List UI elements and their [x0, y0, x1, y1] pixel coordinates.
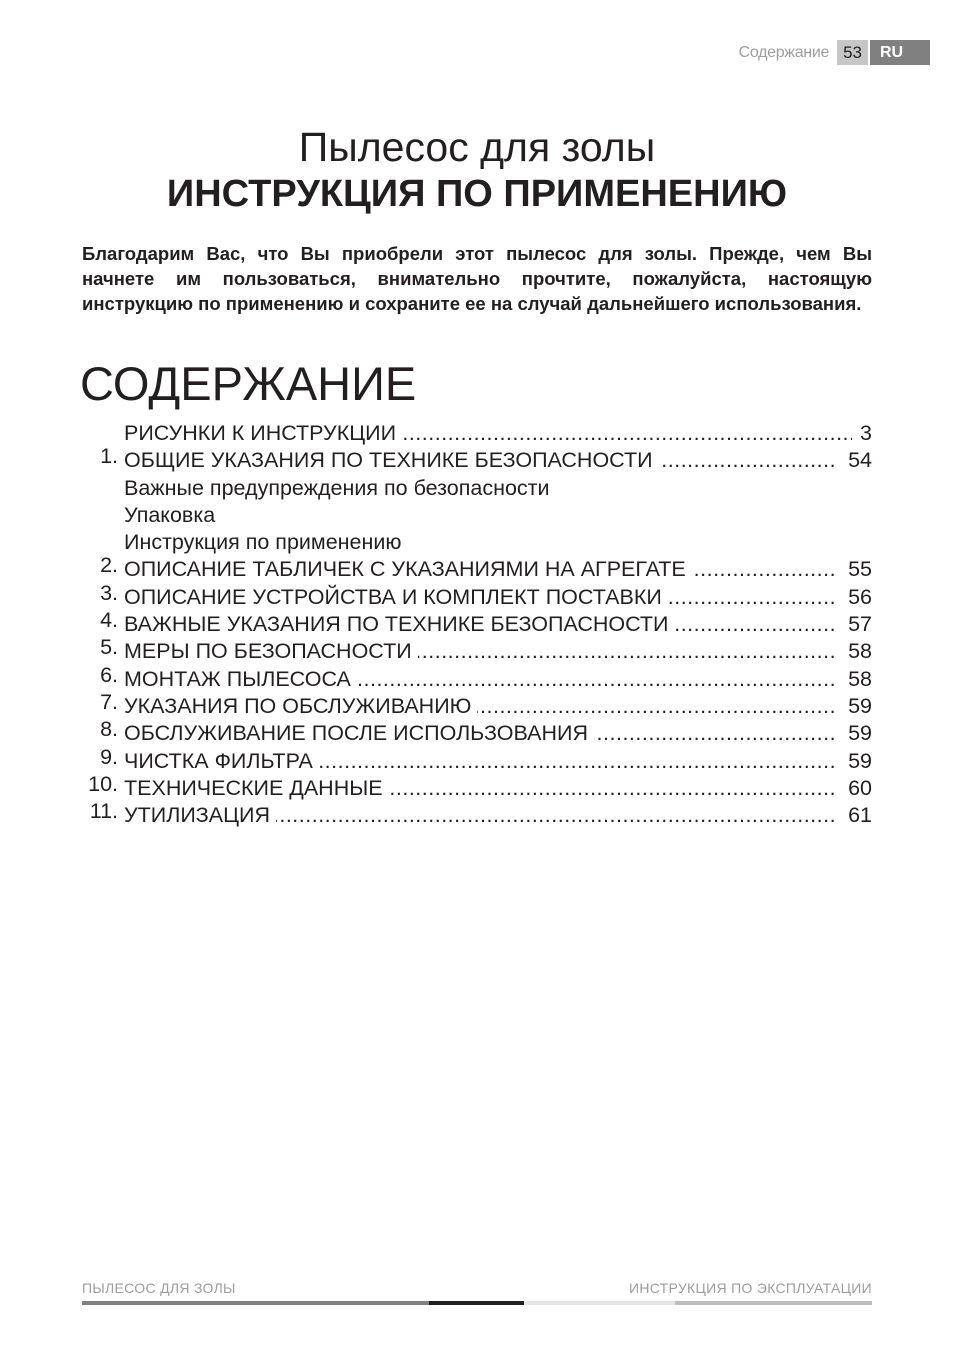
toc-entry-number: 2.	[100, 553, 118, 578]
footer-document-type: ИНСТРУКЦИЯ ПО ЭКСПЛУАТАЦИИ	[628, 1280, 872, 1296]
toc-entry-number: 1.	[100, 444, 118, 469]
footer-rule-segment	[429, 1301, 524, 1305]
toc-entry	[82, 420, 872, 447]
toc-entry-title: ОБЩИЕ УКАЗАНИЯ ПО ТЕХНИКЕ БЕЗОПАСНОСТИ	[124, 448, 659, 472]
toc-entry-number: 8.	[100, 717, 118, 742]
toc-entry-page: 58	[848, 639, 872, 664]
toc-entry-title: Инструкция по применению	[124, 530, 408, 554]
toc-entry-title: ОБСЛУЖИВАНИЕ ПОСЛЕ ИСПОЛЬЗОВАНИЯ	[124, 721, 594, 745]
toc-entry-title: Важные предупреждения по безопасности	[124, 476, 556, 500]
toc-entry	[82, 608, 872, 638]
footer-rule-segment	[675, 1301, 872, 1305]
toc-entry-title-wrap	[124, 556, 692, 583]
document-title: Пылесос для золы	[298, 124, 656, 170]
toc-entry	[82, 689, 872, 720]
page-number-badge: 53	[837, 40, 868, 65]
toc-entry-title: ТЕХНИЧЕСКИЕ ДАННЫЕ	[124, 776, 389, 800]
toc-entry-title: МОНТАЖ ПЫЛЕСОСА	[124, 667, 357, 691]
footer-rule-segment	[524, 1301, 675, 1305]
toc-entry-number: 6.	[100, 662, 118, 687]
header-section-label: Содержание	[738, 44, 830, 61]
toc-entry-page: 3	[860, 421, 872, 445]
toc-entry-title-wrap	[124, 775, 389, 802]
toc-entry-page: 56	[848, 584, 872, 609]
toc-entry	[82, 475, 872, 502]
toc-entry-title-wrap	[124, 802, 276, 829]
toc-entry-page: 59	[848, 721, 872, 746]
contents-heading: СОДЕРЖАНИЕ	[80, 357, 417, 410]
document-subtitle: ИНСТРУКЦИЯ ПО ПРИМЕНЕНИЮ	[166, 173, 788, 215]
toc-entry	[82, 502, 872, 529]
toc-entry-title: ОПИСАНИЕ УСТРОЙСТВА И КОМПЛЕКТ ПОСТАВКИ	[124, 585, 668, 609]
toc-entry-page: 58	[848, 666, 872, 691]
toc-entry-title: ОПИСАНИЕ ТАБЛИЧЕК С УКАЗАНИЯМИ НА АГРЕГАТЕ	[124, 557, 692, 581]
toc-entry	[82, 444, 872, 474]
toc-entry-title-wrap	[124, 693, 477, 720]
toc-entry-title: УТИЛИЗАЦИЯ	[124, 803, 276, 827]
toc-entry-title-wrap	[124, 502, 221, 529]
toc-entry-number: 9.	[100, 744, 118, 769]
toc-entry-title-wrap	[124, 584, 668, 611]
toc-entry-number: 10.	[88, 771, 118, 796]
toc-entry	[82, 799, 872, 829]
toc-entry-title: ЧИСТКА ФИЛЬТРА	[124, 749, 319, 773]
toc-entry-title-wrap	[124, 529, 408, 556]
toc-entry	[82, 529, 872, 556]
toc-entry-title: УКАЗАНИЯ ПО ОБСЛУЖИВАНИЮ	[124, 694, 477, 718]
intro-paragraph: Благодарим Вас, что Вы приобрели этот пылесос для золы. Прежде, чем Вы начнете им пользоваться, внимательно прочтите, пожалуйста, настоящую инструкцию по применению и сохраните ее на случай дальнейшего использования.	[82, 243, 872, 314]
toc-entry-title: МЕРЫ ПО БЕЗОПАСНОСТИ	[124, 639, 418, 663]
toc-entry-page: 59	[848, 693, 872, 718]
toc-entry-title-wrap	[124, 447, 659, 474]
toc-entry	[82, 635, 872, 665]
toc-entry-page: 55	[848, 557, 872, 582]
toc-entry-number: 7.	[100, 689, 118, 714]
page-header	[739, 40, 930, 65]
toc-entry-page: 57	[848, 612, 872, 637]
toc-entry-title: ВАЖНЫЕ УКАЗАНИЯ ПО ТЕХНИКЕ БЕЗОПАСНОСТИ	[124, 612, 675, 636]
toc-entry	[82, 717, 872, 747]
toc-entry-number: 3.	[100, 580, 118, 605]
toc-entry-number: 4.	[100, 608, 118, 633]
toc-entry-page: 59	[848, 748, 872, 773]
toc-entry-title-wrap	[124, 611, 675, 638]
toc-entry-page: 60	[848, 775, 872, 800]
toc-entry-page: 54	[848, 448, 872, 473]
toc-entry-title: Упаковка	[124, 503, 221, 527]
toc-entry-title-wrap	[124, 638, 418, 665]
toc-entry	[82, 771, 872, 802]
footer-rule	[82, 1301, 872, 1305]
toc-entry-number: 11.	[89, 799, 118, 824]
toc-entry-number: 5.	[100, 635, 118, 660]
toc-entry-title-wrap	[124, 720, 594, 747]
language-badge: RU	[870, 40, 930, 65]
toc-entry-title-wrap	[124, 475, 556, 502]
toc-entry	[82, 580, 872, 611]
toc-entry	[82, 662, 872, 693]
footer-product-name: ПЫЛЕСОС ДЛЯ ЗОЛЫ	[82, 1280, 236, 1296]
toc-entry-title-wrap	[124, 666, 357, 693]
toc-entry	[82, 553, 872, 583]
table-of-contents	[82, 420, 872, 829]
toc-entry-title: РИСУНКИ К ИНСТРУКЦИИ	[124, 421, 402, 445]
toc-entry-title-wrap	[124, 748, 319, 775]
toc-entry	[82, 744, 872, 775]
toc-entry-title-wrap	[124, 420, 402, 447]
footer-rule-segment	[82, 1301, 429, 1305]
toc-entry-page: 61	[848, 803, 872, 828]
